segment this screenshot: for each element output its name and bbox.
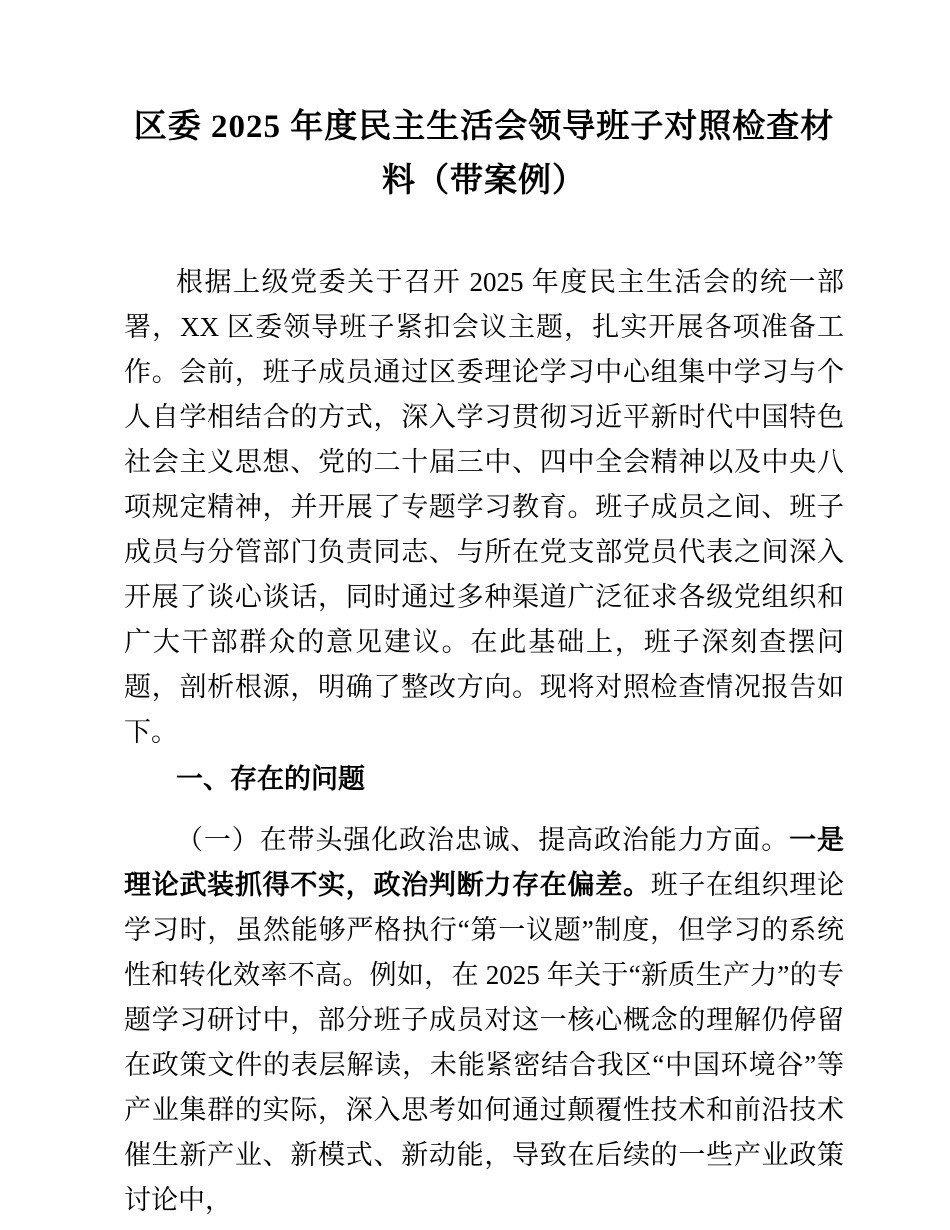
section1-item1-paragraph xyxy=(124,818,844,1223)
item1-lead-text: （一）在带头强化政治忠诚、提高政治能力方面。 xyxy=(176,825,790,855)
intro-paragraph: 根据上级党委关于召开 2025 年度民主生活会的统一部署，XX 区委领导班子紧扣会议主题，扎实开展各项准备工作。会前，班子成员通过区委理论学习中心组集中学习与个人自学相结合的方式，深入学习贯彻习近平新时代中国特色社会主义思想、党的二十届三中、四中全会精神以及中央八项规定精神，并开展了专题学习教育。班子成员之间、班子成员与分管部门负责同志、与所在党支部党员代表之间深入开展了谈心谈话，同时通过多种渠道广泛征求各级党组织和广大干部群众的意见建议。在此基础上，班子深刻查摆问题，剖析根源，明确了整改方向。现将对照检查情况报告如下。 xyxy=(124,267,844,747)
section-heading-problems: 一、存在的问题 xyxy=(176,764,365,794)
document-title: 区委 2025 年度民主生活会领导班子对照检查材料（带案例） xyxy=(133,109,835,199)
item1-bold-point: 一是理论武装抓得不实，政治判断力存在偏差。 xyxy=(124,825,845,900)
item1-body-text: 班子在组织理论学习时，虽然能够严格执行“第一议题”制度，但学习的系统性和转化效率不高。例如，在 2025 年关于“新质生产力”的专题学习研讨中，部分班子成员对这一核心概念的理解仍停留在政策文件的表层解读，未能紧密结合我区“中国环境谷”等产业集群的实际，深入思考如何通过颠覆性技术和前沿技术催生新产业、新模式、新动能，导致在后续的一些产业政策讨论中， xyxy=(124,870,845,1215)
